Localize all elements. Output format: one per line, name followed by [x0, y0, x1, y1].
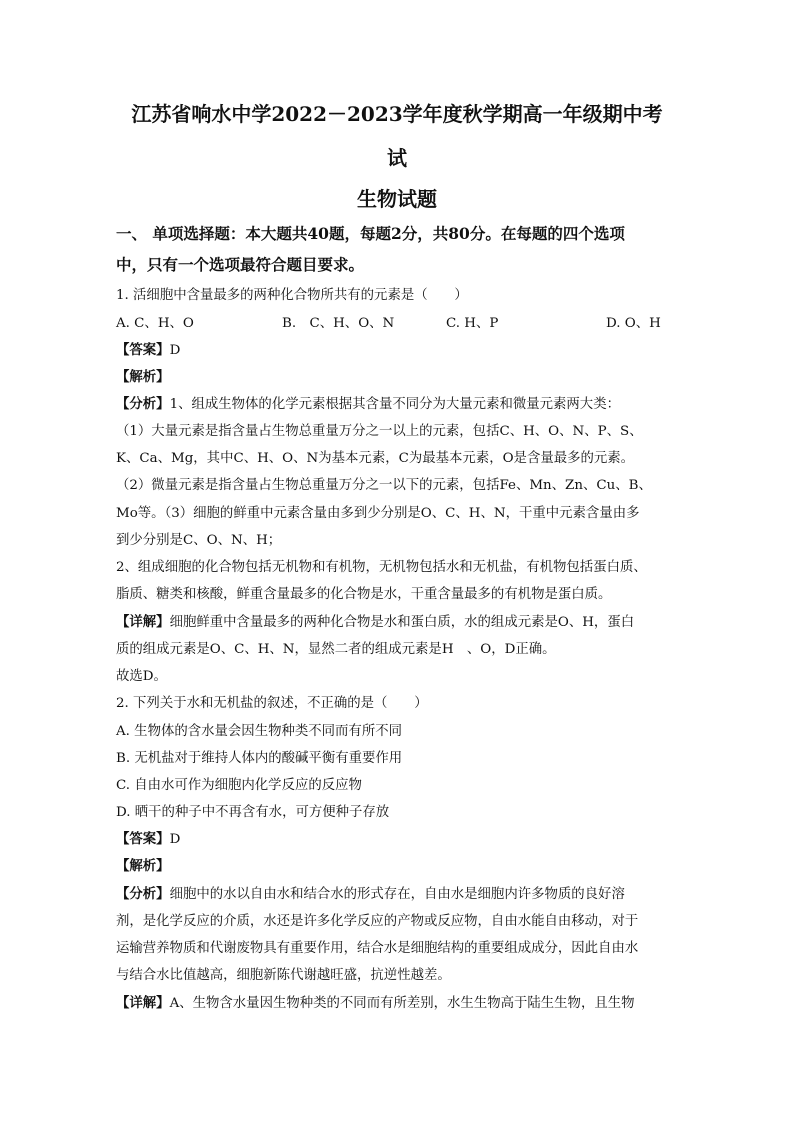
q1-fenxi-text: 1、组成生物体的化学元素根据其含量不同分为大量元素和微量元素两大类： [169, 397, 620, 412]
q2-fenxi-line: 运输营养物质和代谢废物具有重要作用，结合水是细胞结构的重要组成成分，因此自由水 [116, 941, 639, 956]
q1-option-b: B. C、H、O、N [282, 316, 395, 331]
q2-option-a: A. 生物体的含水量会因生物种类不同而有所不同 [116, 724, 402, 739]
q1-fenxi-line: （1）大量元素是指含量占生物总重量万分之一以上的元素，包括C、H、O、N、P、S、 [116, 424, 643, 439]
q1-answer-value: D [169, 343, 181, 358]
q2-fenxi-line [116, 883, 625, 902]
q2-fenxi-tag: 【分析】 [116, 886, 170, 902]
q1-option-c: C. H、P [446, 316, 499, 331]
q2-xiangjie-tag: 【详解】 [116, 995, 170, 1011]
q2-answer-value: D [169, 832, 181, 847]
q1-answer-tag: 【答案】 [116, 342, 170, 358]
q1-xiangjie-line [116, 611, 634, 630]
q1-fenxi-line [116, 393, 620, 412]
q1-analysis-tag: 【解析】 [116, 369, 170, 385]
q1-fenxi-line: 到少分别是C、O、N、H； [116, 533, 282, 548]
exam-subtitle: 生物试题 [357, 187, 437, 211]
q2-xiangjie-line [116, 992, 635, 1011]
section-heading-line-2: 中，只有一个选项最符合题目要求。 [116, 255, 365, 274]
q1-fenxi-tag: 【分析】 [116, 396, 170, 412]
q2-fenxi-text: 细胞中的水以自由水和结合水的形式存在，自由水是细胞内许多物质的良好溶 [169, 887, 625, 902]
q2-answer-tag: 【答案】 [116, 831, 170, 847]
q1-stem: 1. 活细胞中含量最多的两种化合物所共有的元素是（ ） [116, 288, 468, 303]
q1-xiangjie-text: 细胞鲜重中含量最多的两种化合物是水和蛋白质，水的组成元素是O、H，蛋白 [169, 615, 635, 630]
q1-xiangjie-tag: 【详解】 [116, 614, 170, 630]
q1-fenxi-line: K、Ca、Mg，其中C、H、O、N为基本元素，C为最基本元素，O是含量最多的元素。 [116, 451, 635, 466]
q1-option-a: A. C、H、O [116, 316, 194, 331]
q2-fenxi-line: 剂，是化学反应的介质，水还是许多化学反应的产物或反应物，自由水能自由移动，对于 [116, 914, 639, 929]
q2-option-c: C. 自由水可作为细胞内化学反应的反应物 [116, 778, 362, 793]
q1-fenxi-line: （2）微量元素是指含量占生物总重量万分之一以下的元素，包括Fe、Mn、Zn、Cu、B、 [116, 478, 652, 493]
q2-xiangjie-text: A、生物含水量因生物种类的不同而有所差别，水生生物高于陆生生物，且生物 [169, 996, 635, 1011]
exam-title-line-2: 试 [387, 146, 407, 170]
q1-option-d: D. O、H [606, 316, 661, 331]
q1-fenxi-line: Mo等。（3）细胞的鲜重中元素含量由多到少分别是O、C、H、N，干重中元素含量由多 [116, 506, 640, 521]
exam-title-line-1: 江苏省响水中学2022－2023学年度秋学期高一年级期中考 [131, 102, 663, 126]
q1-fenxi-line: 2、组成细胞的化合物包括无机物和有机物，无机物包括水和无机盐，有机物包括蛋白质、 [116, 560, 647, 575]
q1-fenxi-line: 脂质、糖类和核酸，鲜重含量最多的化合物是水，干重含量最多的有机物是蛋白质。 [116, 587, 612, 602]
q2-analysis-tag: 【解析】 [116, 858, 170, 874]
q1-answer [116, 339, 180, 358]
q2-stem: 2. 下列关于水和无机盐的叙述，不正确的是（ ） [116, 696, 428, 711]
q2-option-d: D. 晒干的种子中不再含有水，可方便种子存放 [116, 805, 390, 820]
section-heading-line-1: 一、 单项选择题：本大题共40题，每题2分，共80分。在每题的四个选项 [116, 224, 625, 243]
q1-xiangjie-line: 质的组成元素是O、C、H、N，显然二者的组成元素是H 、O，D正确。 [116, 642, 556, 657]
q2-answer [116, 828, 180, 847]
q1-xiangjie-line: 故选D。 [116, 669, 167, 684]
q2-option-b: B. 无机盐对于维持人体内的酸碱平衡有重要作用 [116, 751, 403, 766]
q2-fenxi-line: 与结合水比值越高，细胞新陈代谢越旺盛，抗逆性越差。 [116, 968, 451, 983]
